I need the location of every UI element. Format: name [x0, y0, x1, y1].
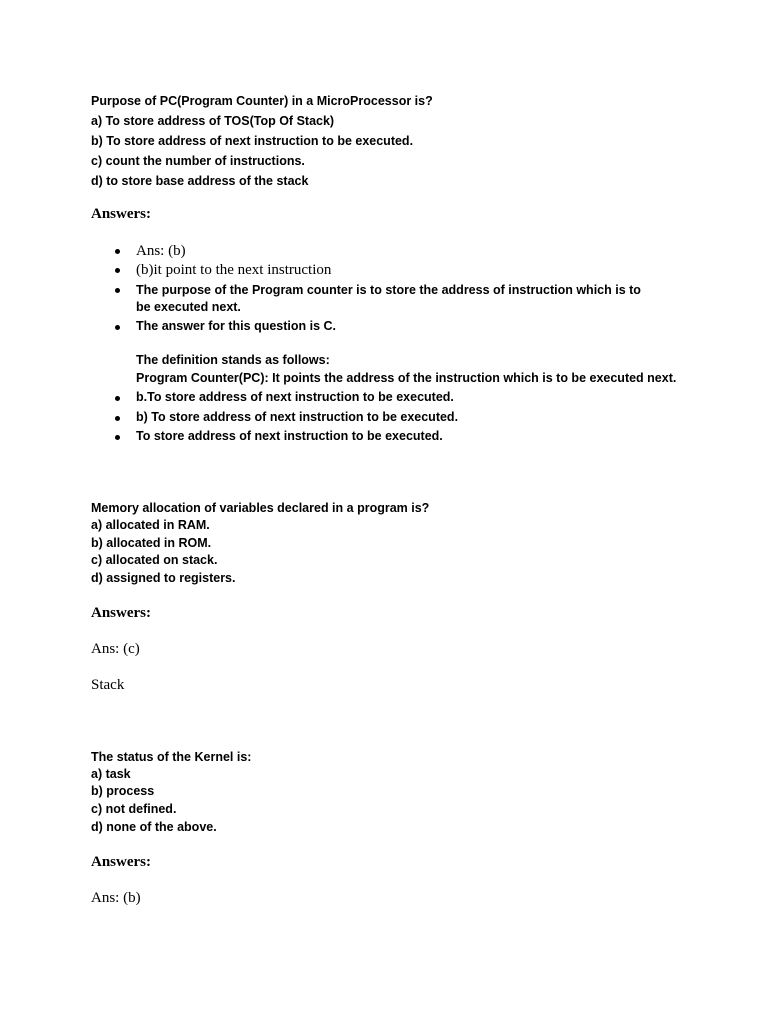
q1-answer-3: The purpose of the Program counter is to store the address of instruction which is to be executed next. — [136, 283, 641, 314]
q1-answer-4: The answer for this question is C. — [136, 319, 337, 333]
q2-answer: Ans: (c) — [91, 641, 140, 657]
q2-answers-heading: Answers: — [91, 605, 151, 621]
q1-option-a: a) To store address of TOS(Top Of Stack) — [91, 114, 335, 128]
q3-option-c: c) not defined. — [91, 802, 177, 816]
q3-option-a: a) task — [91, 767, 131, 781]
bullet-icon — [115, 249, 120, 254]
q3-option-d: d) none of the above. — [91, 820, 217, 834]
q1-answer-5: b.To store address of next instruction to be executed. — [136, 390, 454, 404]
bullet-icon — [115, 435, 120, 440]
bullet-icon — [115, 416, 120, 421]
question-3-text: The status of the Kernel is: — [91, 750, 252, 764]
q1-answer-7: To store address of next instruction to be executed. — [136, 429, 443, 443]
question-1-text: Purpose of PC(Program Counter) in a MicroProcessor is? — [91, 94, 433, 108]
q1-answer-2: (b)it point to the next instruction — [136, 262, 332, 278]
bullet-icon — [115, 325, 120, 330]
q1-option-d: d) to store base address of the stack — [91, 174, 309, 188]
q1-option-b: b) To store address of next instruction to be executed. — [91, 134, 414, 148]
q1-answers-heading: Answers: — [91, 206, 151, 222]
bullet-icon — [115, 396, 120, 401]
q1-answer-6: b) To store address of next instruction to be executed. — [136, 410, 459, 424]
question-2-text: Memory allocation of variables declared in a program is? — [91, 501, 430, 515]
q1-definition: Program Counter(PC): It points the address of the instruction which is to be executed next. — [136, 371, 677, 385]
q2-option-b: b) allocated in ROM. — [91, 536, 212, 550]
q2-option-d: d) assigned to registers. — [91, 571, 236, 585]
q3-answers-heading: Answers: — [91, 854, 151, 870]
q2-option-c: c) allocated on stack. — [91, 553, 218, 567]
q2-option-a: a) allocated in RAM. — [91, 518, 210, 532]
q1-option-c: c) count the number of instructions. — [91, 154, 305, 168]
bullet-icon — [115, 288, 120, 293]
bullet-icon — [115, 268, 120, 273]
q3-answer: Ans: (b) — [91, 890, 141, 906]
q1-definition-intro: The definition stands as follows: — [136, 353, 330, 367]
q2-note: Stack — [91, 677, 125, 693]
q3-option-b: b) process — [91, 784, 155, 798]
q1-answer-1: Ans: (b) — [136, 243, 186, 259]
